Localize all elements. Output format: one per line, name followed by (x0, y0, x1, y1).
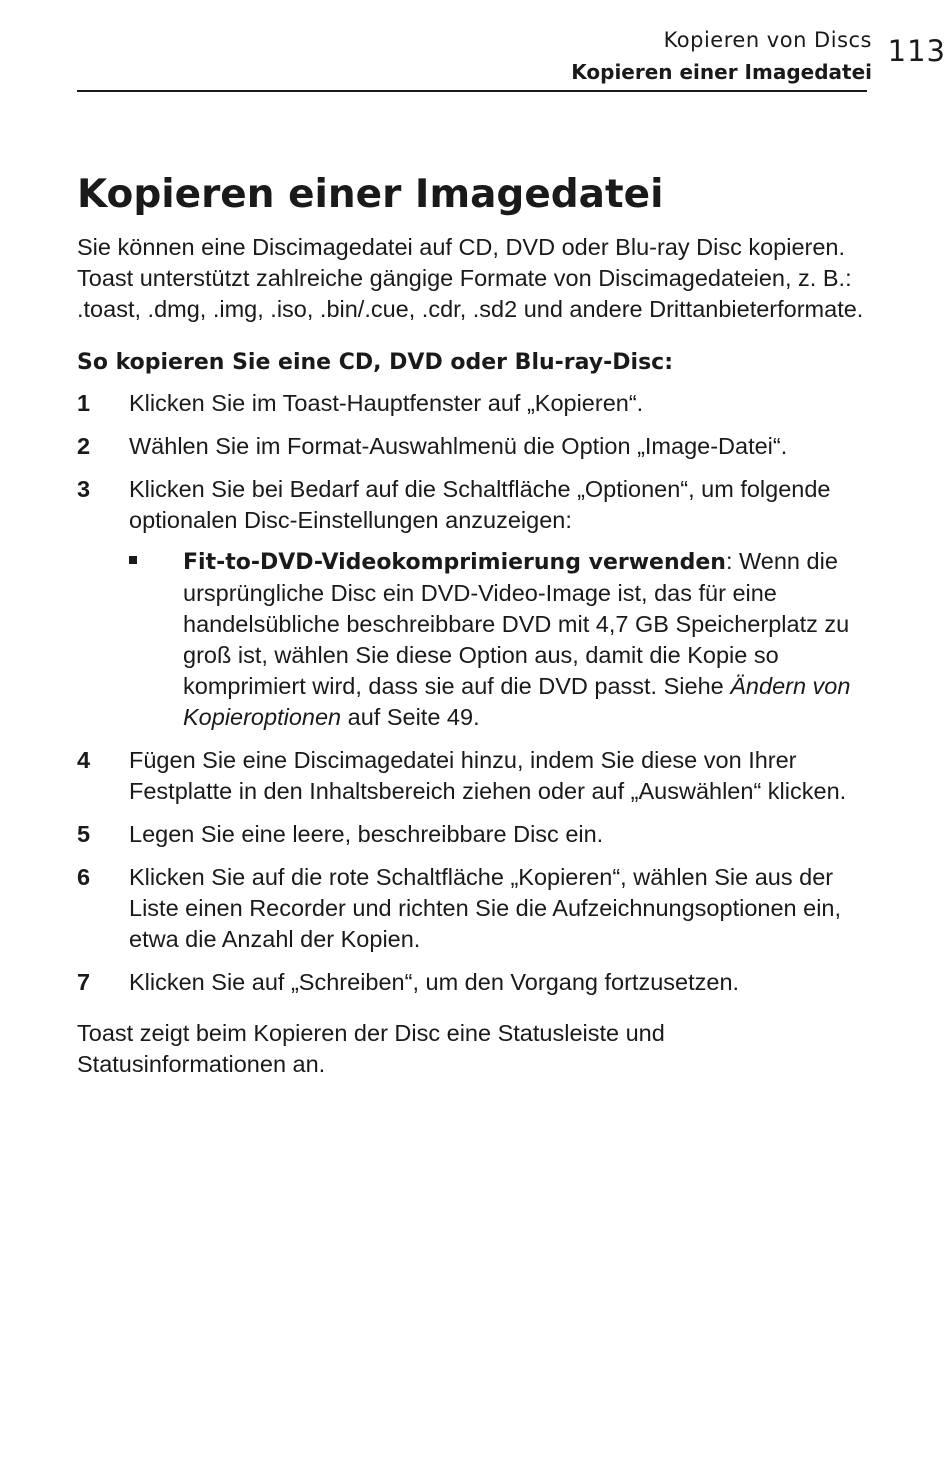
step-2 (77, 431, 877, 462)
step-text: Klicken Sie auf „Schreiben“, um den Vorgang fortzusetzen. (129, 969, 740, 995)
step-5 (77, 819, 877, 850)
option-term-separator: : (725, 548, 733, 574)
step-number: 3 (77, 476, 91, 502)
step-text: Legen Sie eine leere, beschreibbare Disc ein. (129, 821, 604, 847)
page-title: Kopieren einer Imagedatei (77, 172, 664, 217)
step-text: Klicken Sie auf die rote Schaltfläche „Kopieren“, wählen Sie aus der Liste einen Recorder und richten Sie die Aufzeichnungsoptionen ein, etwa die Anzahl der Kopien. (129, 864, 842, 952)
option-description: Wenn die ursprüngliche Disc ein DVD-Video-Image ist, das für eine handelsübliche beschreibbare DVD mit 4,7 GB Speicherplatz zu groß ist, wählen Sie diese Option aus, damit die Kopie so komprimiert wird, dass sie auf die DVD passt. Siehe (183, 548, 850, 699)
option-item (129, 546, 877, 733)
step-number: 7 (77, 969, 91, 995)
steps-list (77, 388, 877, 998)
step-1 (77, 388, 877, 419)
step-number: 2 (77, 433, 91, 459)
header-section-title: Kopieren einer Imagedatei (571, 60, 872, 84)
header-divider (77, 90, 867, 92)
procedure-heading: So kopieren Sie eine CD, DVD oder Blu-ray-Disc: (77, 350, 673, 375)
step-number: 5 (77, 821, 91, 847)
step-6 (77, 862, 877, 955)
closing-paragraph: Toast zeigt beim Kopieren der Disc eine Statusleiste und Statusinformationen an. (77, 1020, 665, 1077)
header-chapter-title: Kopieren von Discs (663, 28, 872, 52)
cross-reference-link[interactable]: Ändern von Kopieroptionen (183, 673, 851, 730)
step-text: Fügen Sie eine Discimagedatei hinzu, indem Sie diese von Ihrer Festplatte in den Inhaltsbereich ziehen oder auf „Auswählen“ klicken. (129, 747, 847, 804)
page-number: 113 (887, 34, 946, 68)
step-7 (77, 967, 877, 998)
intro-paragraph: Sie können eine Discimagedatei auf CD, DVD oder Blu-ray Disc kopieren. Toast unterstützt zahlreiche gängige Formate von Discimagedateien, z. B.: .toast, .dmg, .img, .iso, .bin/.cue, .cdr, .sd2 und andere Drittanbieterformate. (77, 234, 864, 322)
square-bullet-icon (129, 556, 137, 564)
running-header (571, 24, 872, 88)
option-list (129, 546, 877, 733)
step-text: Klicken Sie bei Bedarf auf die Schaltfläche „Optionen“, um folgende optionalen Disc-Einstellungen anzuzeigen: (129, 476, 831, 533)
option-term: Fit-to-DVD-Videokomprimierung verwenden (183, 550, 726, 575)
step-text: Wählen Sie im Format-Auswahlmenü die Option „Image-Datei“. (129, 433, 788, 459)
step-number: 6 (77, 864, 91, 890)
step-4 (77, 745, 877, 807)
step-number: 4 (77, 747, 91, 773)
step-text: Klicken Sie im Toast-Hauptfenster auf „Kopieren“. (129, 390, 644, 416)
step-3 (77, 474, 877, 733)
page-reference: auf Seite 49. (341, 704, 480, 730)
step-number: 1 (77, 390, 91, 416)
page-content (77, 168, 877, 1080)
